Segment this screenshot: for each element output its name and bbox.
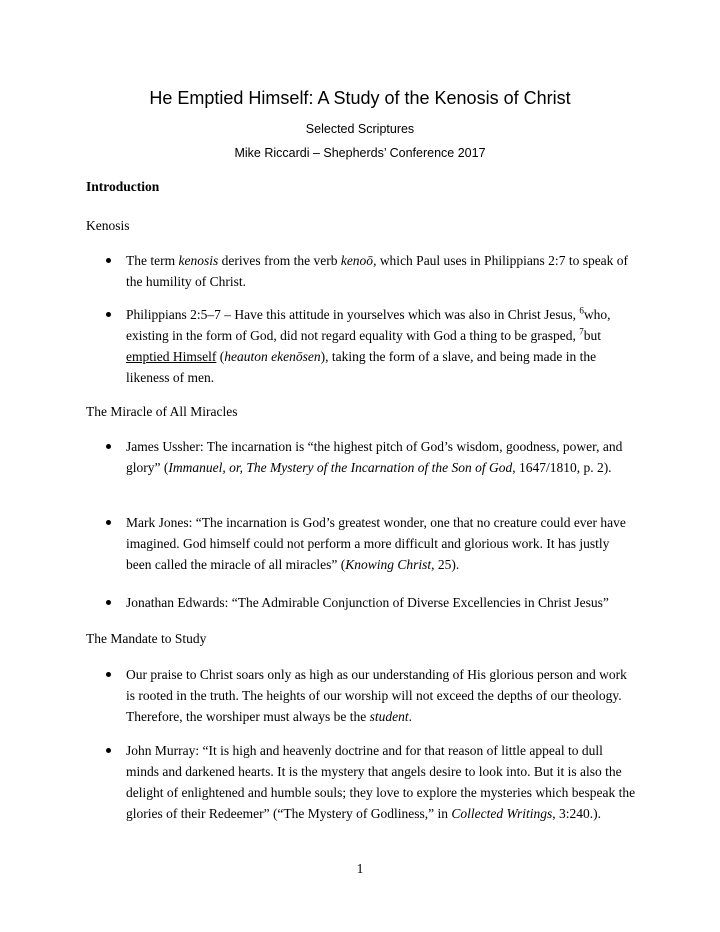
bullet-icon (106, 520, 111, 525)
author-line: Mike Riccardi – Shepherds’ Conference 2017 (234, 146, 486, 160)
page-title: He Emptied Himself: A Study of the Kenosis of Christ (149, 88, 571, 108)
subsection-label-kenosis: Kenosis (86, 218, 130, 233)
bullet-icon (106, 600, 111, 605)
list-item: Jonathan Edwards: “The Admirable Conjunction of Diverse Excellencies in Christ Jesus” (126, 592, 636, 613)
subsection-label-miracle: The Miracle of All Miracles (86, 404, 238, 419)
list-item: The term kenosis derives from the verb kenoō, which Paul uses in Philippians 2:7 to speak of the humility of Christ. (126, 250, 636, 292)
list-item: Mark Jones: “The incarnation is God’s greatest wonder, one that no creature could ever have imagined. God himself could not perform a more difficult and glorious work. It has justly been called the miracle of all miracles” (Knowing Christ, 25). (126, 512, 636, 575)
list-item: Our praise to Christ soars only as high as our understanding of His glorious person and work is rooted in the truth. The heights of our worship will not exceed the depths of our theology. Therefore, the worshiper must always be the student. (126, 664, 636, 727)
section-heading-introduction: Introduction (86, 179, 160, 194)
bullet-icon (106, 312, 111, 317)
list-item: James Ussher: The incarnation is “the highest pitch of God’s wisdom, goodness, power, and glory” (Immanuel, or, The Mystery of the Incarnation of the Son of God, 1647/1810, p. 2). (126, 436, 636, 478)
subtitle: Selected Scriptures (305, 122, 415, 136)
list-item: John Murray: “It is high and heavenly doctrine and for that reason of little appeal to dull minds and darkened hearts. It is the mystery that angels desire to look into. But it is also the delight of enlightened and humble souls; they love to explore the mysteries which bespeak the glories of their Redeemer” (“The Mystery of Godliness,” in Collected Writings, 3:240.). (126, 740, 636, 824)
subsection-label-mandate: The Mandate to Study (86, 631, 207, 646)
bullet-icon (106, 444, 111, 449)
bullet-icon (106, 258, 111, 263)
list-item: Philippians 2:5–7 – Have this attitude in yourselves which was also in Christ Jesus, $^6$who, existing in the form of God, did not regard equality with God a thing to be grasped, $^7$but emptied Himself (heauton ekenōsen), taking the form of a slave, and being made in the likeness of men. (126, 304, 636, 388)
bullet-icon (106, 748, 111, 753)
page-number: 1 (356, 861, 364, 876)
bullet-icon (106, 672, 111, 677)
